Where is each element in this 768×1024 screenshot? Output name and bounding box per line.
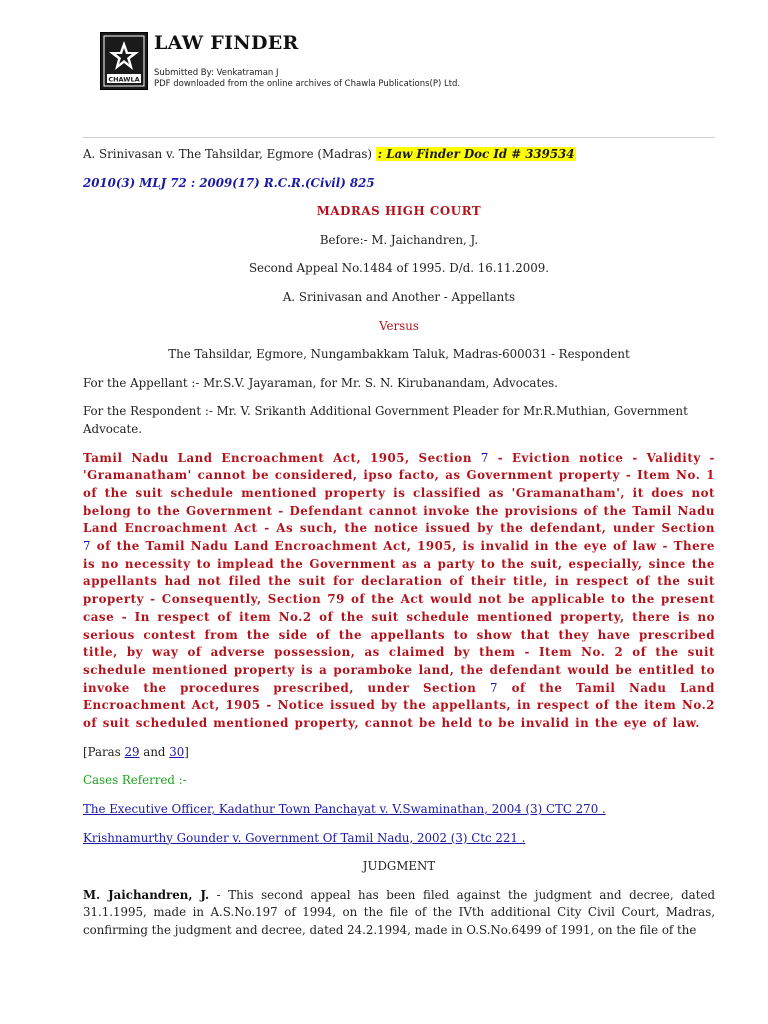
counsel-respondent: For the Respondent :- Mr. V. Srikanth Additional Government Pleader for Mr.R.Muthian, Government Advocate.	[83, 404, 688, 436]
submitted-by: Submitted By: Venkatraman J	[154, 68, 279, 78]
brand-title: LAW FINDER	[154, 32, 299, 54]
headnote-part-2: - Eviction notice - Validity - 'Gramanatham' cannot be considered, ipso facto, as Government property - Item No. 1 of the suit schedule mentioned property is classified as 'Gramanatham', it does not belong to the Government - Defendant cannot invoke the provisions of the Tamil Nadu Land Encroachment Act - As such, the notice issued by the defendant, under Section	[83, 450, 715, 536]
bench: Before:- M. Jaichandren, J.	[319, 232, 479, 247]
court-name: MADRAS HIGH COURT	[316, 204, 482, 219]
versus: Versus	[379, 318, 419, 333]
para-29-link[interactable]: 29	[124, 744, 140, 759]
para-30-link[interactable]: 30	[169, 744, 185, 759]
cases-referred-label: Cases Referred :-	[83, 773, 187, 788]
cited-case-1	[83, 801, 715, 819]
case-title: A. Srinivasan v. The Tahsildar, Egmore (Madras)	[83, 147, 373, 161]
section-7-link-1[interactable]: 7	[480, 450, 489, 465]
appeal-number: Second Appeal No.1484 of 1995. D/d. 16.11.2009.	[248, 261, 550, 276]
source-note: PDF downloaded from the online archives of Chawla Publications(P) Ltd.	[154, 79, 461, 89]
doc-id-highlight: : Law Finder Doc Id # 339534	[377, 147, 575, 161]
logo-label: CHAWLA	[108, 75, 140, 84]
cited-case-2	[83, 830, 715, 848]
paras-reference	[83, 744, 715, 762]
section-7-link-3[interactable]: 7	[489, 680, 499, 695]
judgment-body: - This second appeal has been filed against the judgment and decree, dated 31.1.1995, made in A.S.No.197 of 1994, on the file of the IVth additional City Civil Court, Madras, confirming the judgment and decree, dated 24.2.1994, made in O.S.No.6499 of 1991, on the file of the	[83, 887, 715, 937]
paras-open: [Paras	[83, 744, 125, 759]
counsel-appellant: For the Appellant :- Mr.S.V. Jayaraman, for Mr. S. N. Kirubanandam, Advocates.	[83, 375, 558, 390]
chawla-logo	[100, 32, 148, 90]
judgment-text	[83, 887, 715, 940]
section-7-link-2[interactable]: 7	[83, 539, 92, 554]
judgment-heading: JUDGMENT	[362, 859, 436, 874]
header-divider	[83, 137, 715, 138]
appellants: A. Srinivasan and Another - Appellants	[282, 289, 516, 304]
headnote-part-3: of the Tamil Nadu Land Encroachment Act, 1905, is invalid in the eye of law - There is no necessity to implead the Government as a party to the suit, especially, since the appellants had not filed the suit for declaration of their title, in respect of the suit property - Consequently, Section 79 of the Act would not be applicable to the present case - In respect of item No.2 of the suit schedule mentioned property, there is no serious contest from the side of the appellants to show that they have prescribed title, by way of adverse possession, as claimed by them - Item No. 2 of the suit schedule mentioned property is a poramboke land, the defendant would be entitled to invoke the procedures prescribed, under Section	[83, 539, 715, 695]
cited-case-link-2[interactable]: Krishnamurthy Gounder v. Government Of Tamil Nadu, 2002 (3) Ctc 221 .	[83, 830, 526, 845]
headnote	[83, 450, 715, 733]
cited-case-link-1[interactable]: The Executive Officer, Kadathur Town Panchayat v. V.Swaminathan, 2004 (3) CTC 270 .	[83, 801, 606, 816]
headnote-part-1: Tamil Nadu Land Encroachment Act, 1905, Section	[83, 450, 481, 465]
paras-close: ]	[184, 744, 189, 759]
citation: 2010(3) MLJ 72 : 2009(17) R.C.R.(Civil) 825	[83, 175, 375, 190]
paras-and: and	[139, 744, 170, 759]
judge-name: M. Jaichandren, J.	[83, 887, 210, 902]
document-body	[83, 146, 715, 940]
respondent: The Tahsildar, Egmore, Nungambakkam Taluk, Madras-600031 - Respondent	[168, 347, 630, 362]
case-title-line	[83, 146, 715, 164]
headnote-part-4: of the Tamil Nadu Land Encroachment Act, 1905 - Notice issued by the appellants, in respect of the item No.2 of suit scheduled mentioned property, cannot be held to be invalid in the eye of law.	[83, 680, 715, 731]
